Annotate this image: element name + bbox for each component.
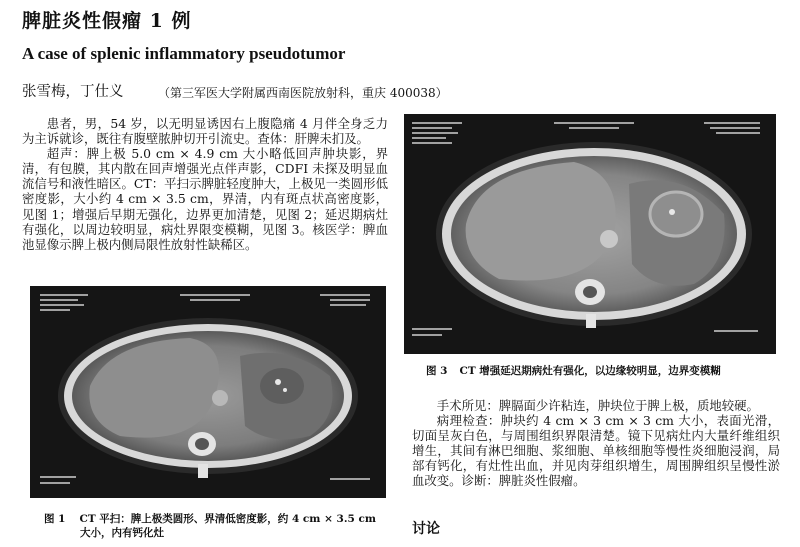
ct-scan-3 bbox=[404, 114, 776, 354]
article-title-chinese: 脾脏炎性假瘤 1 例 bbox=[22, 10, 192, 32]
case-description bbox=[22, 116, 388, 252]
figure-3-caption-text: CT 增强延迟期病灶有强化，以边缘较明显，边界变模糊 bbox=[459, 365, 721, 377]
authors: 张雪梅，丁仕义 bbox=[22, 84, 124, 100]
surgery-pathology bbox=[412, 398, 780, 489]
affiliation: （第三军医大学附属西南医院放射科，重庆 400038） bbox=[158, 86, 448, 100]
figure-1-caption-line2: 大小，内有钙化灶 bbox=[80, 527, 164, 539]
figure-1-caption bbox=[44, 512, 384, 540]
figure-1-ct-image bbox=[30, 286, 386, 498]
discussion-heading: 讨论 bbox=[412, 521, 440, 537]
figure-3-caption bbox=[426, 364, 786, 378]
paragraph-pathology: 病理检查：肿块约 4 cm × 3 cm × 3 cm 大小，表面光滑，切面呈灰白色，与周围组织界限清楚。镜下见病灶内大量纤维组织增生，其间有淋巴细胞、浆细胞、单核细胞等慢性炎细胞浸润，局部有钙化，有灶性出血，并见肉芽组织增生，周围脾组织呈慢性淤血改变。诊断：脾脏炎性假瘤。 bbox=[412, 413, 780, 489]
paragraph-surgery: 手术所见：脾膈面少许粘连，肿块位于脾上极，质地较硬。 bbox=[436, 398, 759, 413]
paragraph-history: 患者，男，54 岁，以无明显诱因右上腹隐痛 4 月伴全身乏力为主诉就诊，既往有腹壁脓肿切开引流史。查体：肝脾未扪及。 bbox=[22, 116, 388, 147]
figure-3-ct-image bbox=[404, 114, 776, 354]
figure-3-number: 图 3 bbox=[426, 365, 448, 377]
paragraph-imaging: 超声：脾上极 5.0 cm × 4.9 cm 大小略低回声肿块影，界清，有包膜，其内散在回声增强光点伴声影，CDFI 未探及明显血流信号和液性暗区。CT：平扫示脾脏轻度肿大，上极见一类圆形低密度影，大小约 4 cm × 3.5 cm，界清，内有斑点状高密度影，见图 1；增强后早期无强化，边界更加清楚，见图 2；延迟期病灶有强化，以周边较明显，病灶界限变模糊，见图 3。核医学：脾血池显像示脾上极内侧局限性放射性缺稀区。 bbox=[22, 146, 388, 252]
figure-1-number: 图 1 bbox=[44, 513, 66, 525]
figure-1-caption-text: CT 平扫：脾上极类圆形、界清低密度影，约 4 cm × 3.5 cm bbox=[79, 513, 376, 525]
article-title-english: A case of splenic inflammatory pseudotumor bbox=[22, 44, 346, 63]
figure-1-caption-line1 bbox=[44, 512, 384, 526]
ct-scan-1 bbox=[30, 286, 386, 498]
